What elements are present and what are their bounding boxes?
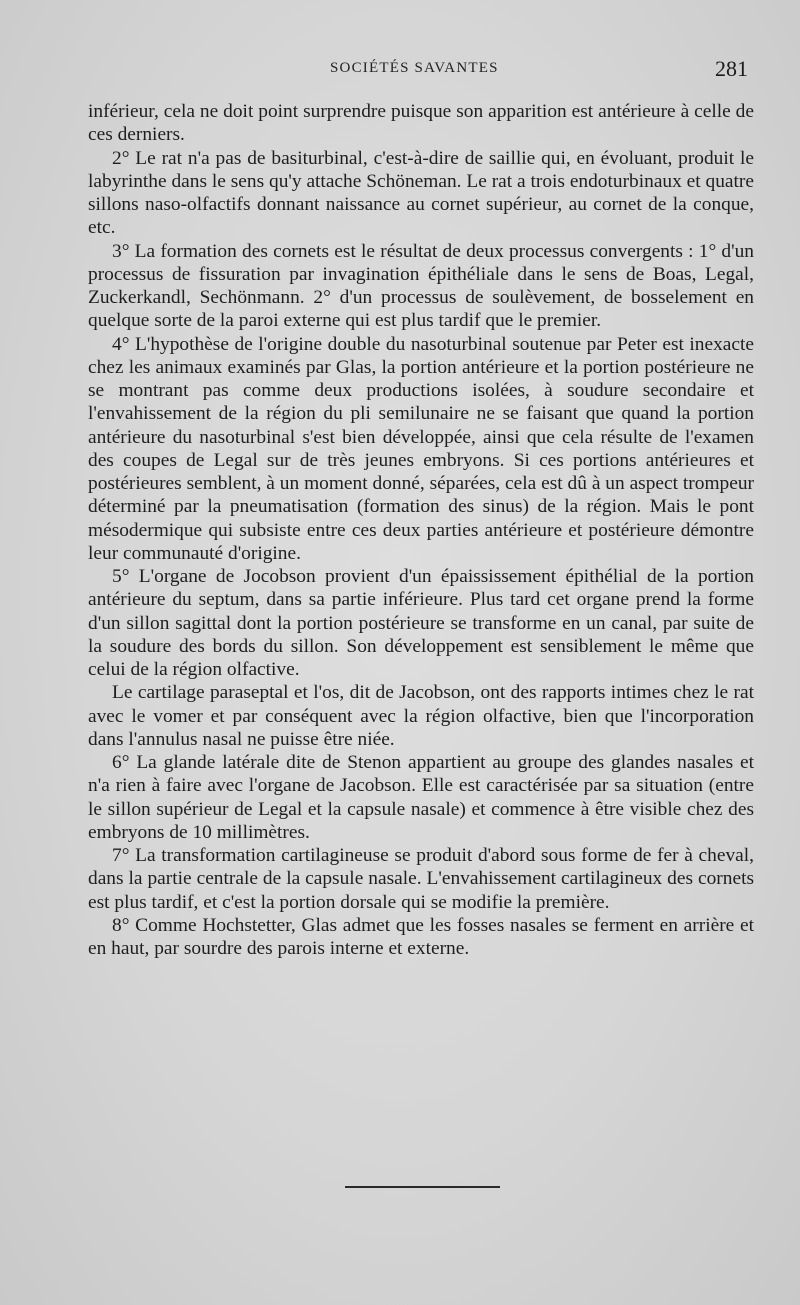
running-head xyxy=(0,58,800,84)
paragraph-point-3: 3° La formation des cornets est le résultat de deux processus convergents : 1° d'un processus de fissuration par invagination épithéliale dans le sens de Boas, Legal, Zuckerkandl, Sechönmann. 2° d'un processus de soulèvement, de bosselement en quelque sorte de la paroi externe qui est plus tardif que le premier. xyxy=(88,240,754,332)
paragraph-point-4: 4° L'hypothèse de l'origine double du nasoturbinal soutenue par Peter est inexacte chez les animaux examinés par Glas, la portion antérieure et la portion postérieure ne se montrant pas comme deux productions isolées, à soudure secondaire et l'envahissement de la région du pli semilunaire ne se faisant que quand la portion antérieure du nasoturbinal s'est bien développée, ainsi que cela résulte de l'examen des coupes de Legal sur de très jeunes embryons. Si ces portions antérieures et postérieures semblent, à un moment donné, séparées, cela est dû à un aspect trompeur déterminé par la pneumatisation (formation des sinus) de la région. Mais le pont mésodermique qui subsiste entre ces deux parties antérieure et postérieure démontre leur communauté d'origine. xyxy=(88,333,754,564)
running-title: SOCIÉTÉS SAVANTES xyxy=(330,60,499,76)
paragraph-point-7: 7° La transformation cartilagineuse se produit d'abord sous forme de fer à cheval, dans la partie centrale de la capsule nasale. L'envahissement cartilagineux des cornets est plus tardif, et c'est la portion dorsale qui se modifie la première. xyxy=(88,845,754,913)
paragraph-continuation: inférieur, cela ne doit point surprendre puisque son apparition est antérieure à celle de ces derniers. xyxy=(88,101,754,146)
section-end-rule xyxy=(345,1186,500,1188)
paragraph-point-5: 5° L'organe de Jocobson provient d'un épaississement épithélial de la portion antérieure du septum, dans sa partie inférieure. Plus tard cet organe prend la forme d'un sillon sagittal dont la portion postérieure se transforme en un canal, par suite de la soudure des bords du sillon. Son développement est sensiblement le même que celui de la région olfactive. xyxy=(88,566,754,680)
body-text xyxy=(88,100,754,960)
paragraph-cartilage: Le cartilage paraseptal et l'os, dit de Jacobson, ont des rapports intimes chez le rat avec le vomer et par conséquent avec la région olfactive, bien que l'incorporation dans l'annulus nasal ne puisse être niée. xyxy=(88,682,754,750)
paragraph-point-8: 8° Comme Hochstetter, Glas admet que les fosses nasales se ferment en arrière et en haut, par sourdre des parois interne et externe. xyxy=(88,914,754,959)
page-number: 281 xyxy=(715,56,748,81)
paragraph-point-2: 2° Le rat n'a pas de basiturbinal, c'est-à-dire de saillie qui, en évoluant, produit le labyrinthe dans le sens qu'y attache Schöneman. Le rat a trois endoturbinaux et quatre sillons naso-olfactifs donnant naissance au cornet supérieur, au cornet de la conque, etc. xyxy=(88,147,754,239)
paragraph-point-6: 6° La glande latérale dite de Stenon appartient au groupe des glandes nasales et n'a rien à faire avec l'organe de Jacobson. Elle est caractérisée par sa situation (entre le sillon supérieur de Legal et la capsule nasale) et commence à être visible chez des embryons de 10 millimètres. xyxy=(88,752,754,843)
